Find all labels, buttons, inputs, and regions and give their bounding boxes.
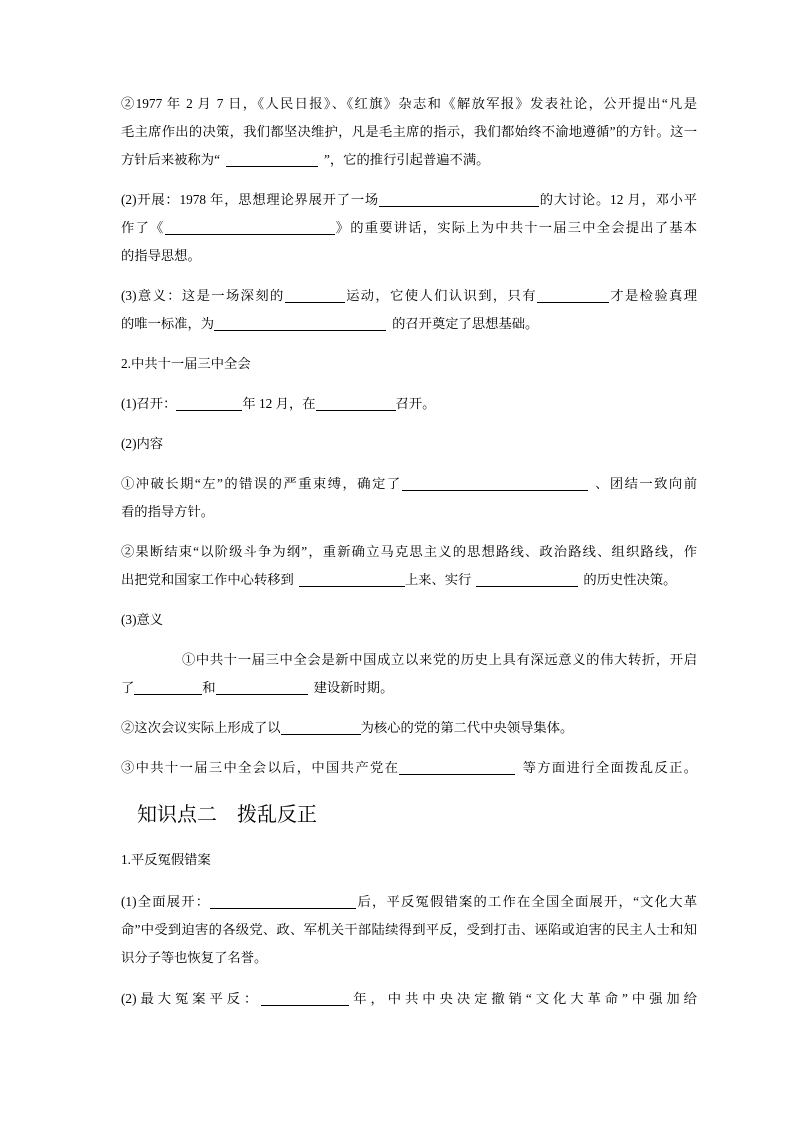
answer-blank: [399, 762, 515, 775]
text-segment: 的大讨论。12 月，邓小平: [538, 192, 698, 207]
text-line: [121, 242, 697, 270]
answer-blank: [299, 574, 405, 587]
text-line: [121, 888, 697, 916]
answer-blank: [214, 318, 386, 331]
text-segment: 出把党和国家工作中心转移到: [121, 572, 294, 587]
text-line: [121, 146, 697, 174]
text-line: [121, 310, 697, 338]
item-significance-setting-right: [121, 754, 697, 782]
text-segment: (1)全面展开：: [121, 894, 211, 909]
text-segment: (2)最大冤案平反：: [121, 991, 262, 1006]
subsection-title-third-plenum: [121, 350, 697, 378]
text-segment: 、团结一致向前: [593, 476, 697, 491]
document-page: [121, 90, 697, 1013]
text-segment: (3)意义: [121, 612, 164, 627]
text-segment: ②1977 年 2 月 7 日，《人民日报》、《红旗》杂志和《解放军报》发表社论，公开提出“凡是: [121, 96, 697, 111]
answer-blank: [379, 194, 539, 207]
text-line: [121, 646, 697, 674]
text-line: [121, 606, 697, 634]
text-segment: 年 12 月，在: [242, 396, 316, 411]
text-line: [121, 566, 697, 594]
text-segment: (2)开展：1978 年，思想理论界展开了一场: [121, 192, 379, 207]
text-line: [121, 538, 697, 566]
text-line: [121, 390, 697, 418]
item-truth-debate-significance: [121, 282, 697, 338]
text-segment: 的召开奠定了思想基础。: [392, 316, 539, 331]
text-segment: (1)召开：: [121, 396, 177, 411]
item-truth-debate-development: [121, 186, 697, 270]
text-segment: 后，平反冤假错案的工作在全国全面展开，“文化大革: [356, 894, 697, 909]
text-segment: ③中共十一届三中全会以后，中国共产党在: [121, 760, 400, 775]
answer-blank: [216, 682, 308, 695]
text-line: [121, 118, 697, 146]
topic-heading-text: 知识点二 拨乱反正: [137, 804, 317, 826]
answer-blank: [402, 478, 588, 491]
text-segment: 作了《: [121, 220, 165, 235]
answer-blank: [210, 896, 356, 909]
text-segment: 的唯一标准，为: [121, 316, 215, 331]
text-segment: 识分子等也恢复了名誉。: [121, 950, 268, 965]
text-line: [121, 214, 697, 242]
text-segment: ①冲破长期“左”的错误的严重束缚，确定了: [121, 476, 402, 491]
text-segment: 上来、实行: [404, 572, 472, 587]
text-segment: (2)内容: [121, 436, 164, 451]
text-line: [121, 674, 697, 702]
text-segment: ”，它的推行引起普遍不满。: [323, 152, 490, 167]
item-plenum-content-title: [121, 430, 697, 458]
text-line: [121, 714, 697, 742]
text-segment: 的历史性决策。: [583, 572, 677, 587]
text-line: [121, 498, 697, 526]
answer-blank: [226, 154, 318, 167]
answer-blank: [261, 993, 349, 1006]
text-segment: 召开。: [395, 396, 436, 411]
answer-blank: [134, 682, 202, 695]
text-segment: 和: [202, 680, 216, 695]
text-segment: 等方面进行全面拨乱反正。: [521, 760, 698, 775]
text-line: [121, 430, 697, 458]
answer-blank: [165, 222, 335, 235]
text-segment: 方针后来被称为“: [121, 152, 220, 167]
subsection-title-redress-cases: [121, 846, 697, 874]
text-line: [121, 470, 697, 498]
item-significance-turning-point: [121, 646, 697, 702]
answer-blank: [476, 574, 578, 587]
text-segment: 看的指导方针。: [121, 504, 215, 519]
text-line: [121, 186, 697, 214]
answer-blank: [281, 722, 361, 735]
text-line: [121, 944, 697, 972]
answer-blank: [537, 290, 609, 303]
text-segment: ②果断结束“以阶级斗争为纲”，重新确立马克思主义的思想路线、政治路线、组织路线，作: [121, 544, 697, 559]
text-segment: 为核心的党的第二代中央领导集体。: [360, 720, 574, 735]
text-line: [121, 90, 697, 118]
text-segment: 毛主席作出的决策，我们都坚决维护，凡是毛主席的指示，我们都始终不渝地遵循”的方针。这一: [121, 124, 697, 139]
topic-heading: [121, 800, 697, 830]
item-content-guiding-policy: [121, 470, 697, 526]
item-significance-leadership: [121, 714, 697, 742]
text-segment: (3)意义：这是一场深刻的: [121, 288, 285, 303]
item-plenum-significance-title: [121, 606, 697, 634]
answer-blank: [316, 398, 396, 411]
text-line: [121, 282, 697, 310]
text-line: [121, 846, 697, 874]
item-content-historic-decision: [121, 538, 697, 594]
item-redress-largest-case: [121, 985, 697, 1013]
text-segment: 的指导思想。: [121, 248, 201, 263]
answer-blank: [176, 398, 242, 411]
answer-blank: [285, 290, 345, 303]
text-segment: 才是检验真理: [608, 288, 698, 303]
text-line: [121, 350, 697, 378]
text-segment: 2.中共十一届三中全会: [121, 356, 251, 371]
text-segment: 建设新时期。: [313, 680, 394, 695]
text-segment: 了: [121, 680, 135, 695]
text-line: [121, 916, 697, 944]
item-two-whatevers-policy: [121, 90, 697, 174]
text-segment: 1.平反冤假错案: [121, 852, 211, 867]
text-segment: 命”中受到迫害的各级党、政、军机关干部陆续得到平反，受到打击、诬陷或迫害的民主人士和知: [121, 922, 697, 937]
text-segment: 》的重要讲话，实际上为中共十一届三中全会提出了基本: [334, 220, 697, 235]
text-segment: 运动，它使人们认识到，只有: [344, 288, 537, 303]
text-line: [121, 754, 697, 782]
item-redress-full-launch: [121, 888, 697, 972]
text-line: [121, 985, 697, 1013]
text-segment: ①中共十一届三中全会是新中国成立以来党的历史上具有深远意义的伟大转折，开启: [182, 652, 697, 667]
text-segment: 年，中共中央决定撤销“文化大革命”中强加给: [349, 991, 697, 1006]
text-segment: ②这次会议实际上形成了以: [121, 720, 281, 735]
item-plenum-convening: [121, 390, 697, 418]
